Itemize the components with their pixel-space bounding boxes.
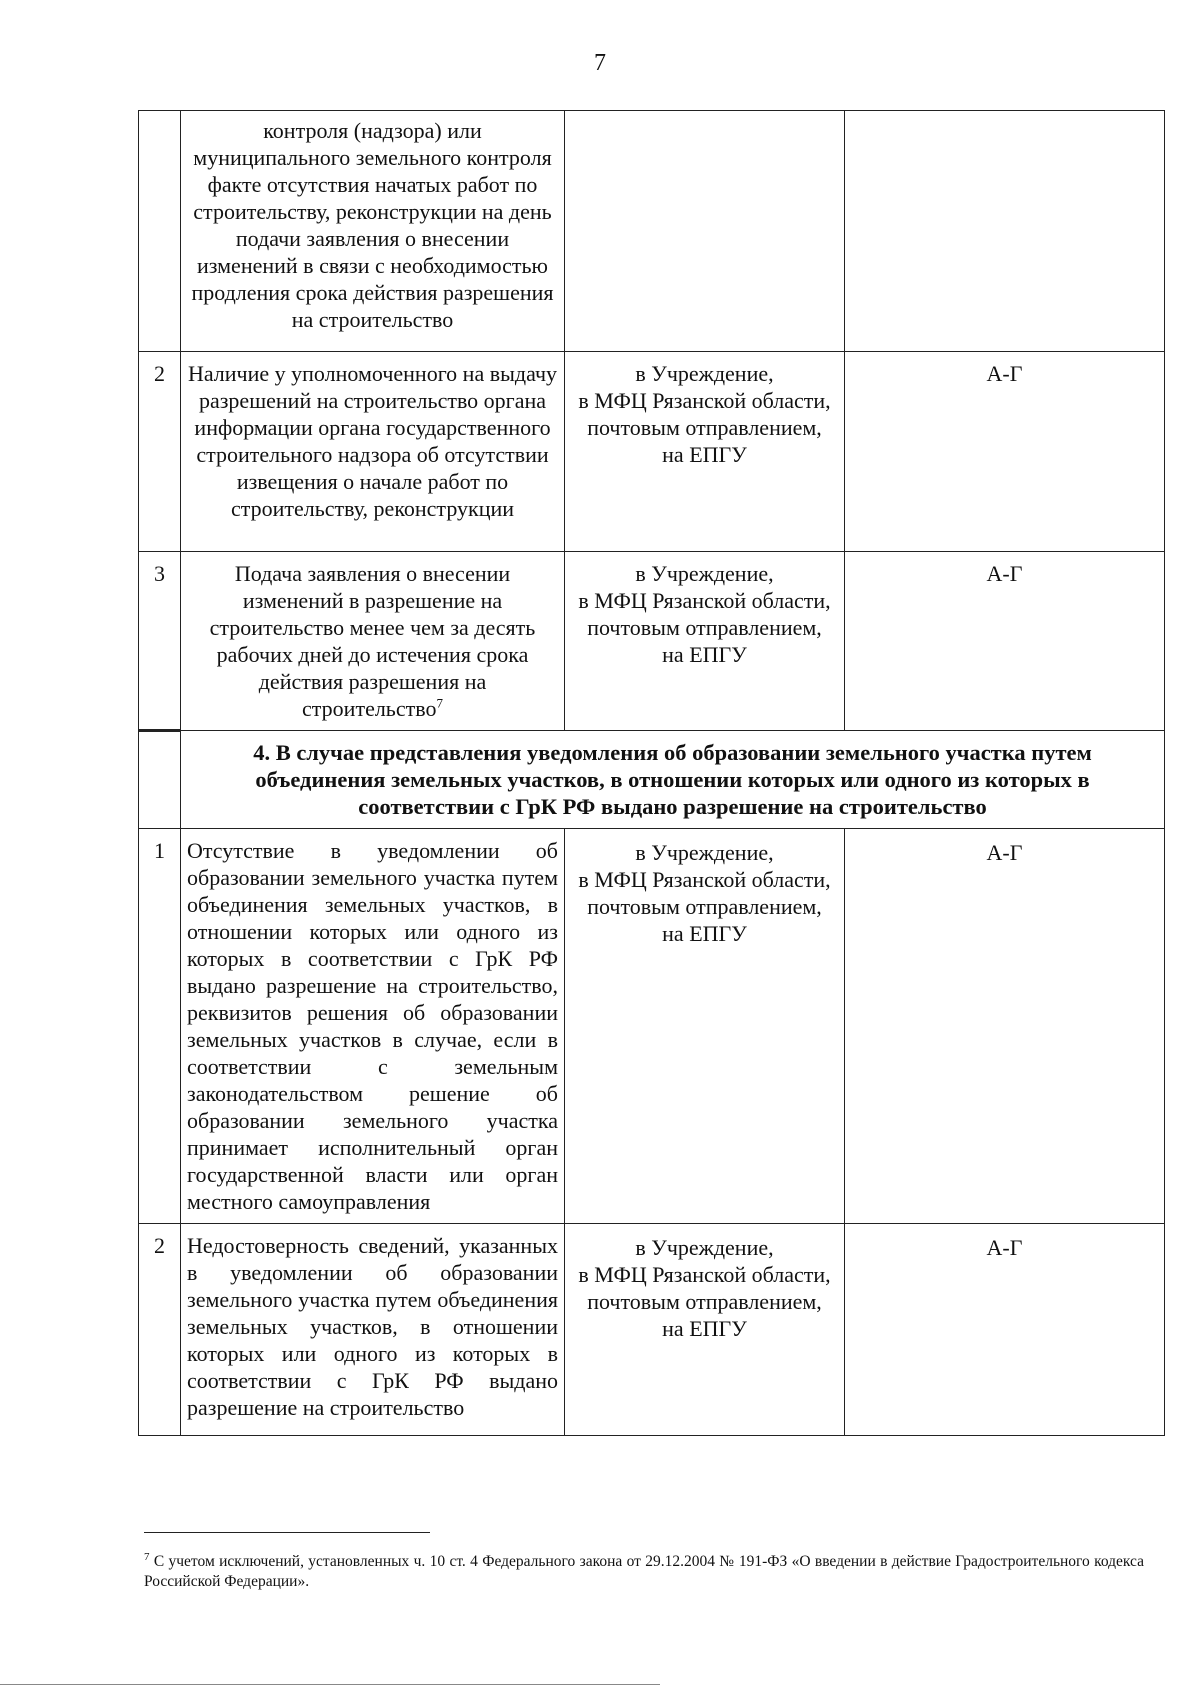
footnote-reference: 7: [436, 695, 443, 711]
procedure-code: А-Г: [845, 352, 1165, 552]
scan-edge-line: [0, 1684, 660, 1685]
table-row: [139, 1224, 1165, 1436]
row-number: 3: [139, 552, 181, 731]
row-number: [139, 731, 181, 829]
table-row: [139, 829, 1165, 1224]
table-row: [139, 552, 1165, 731]
section-heading-row: [139, 731, 1165, 829]
section-title: 4. В случае представления уведомления об образовании земельного участка путем объединения земельных участков, в отношении которых или одного из которых в соответствии с ГрК РФ выдано разрешение на строительство: [181, 731, 1165, 829]
submission-where: [565, 352, 845, 552]
row-number: 2: [139, 352, 181, 552]
table-row: [139, 111, 1165, 352]
conditions-table: [138, 110, 1165, 1436]
where-line: в МФЦ Рязанской области,: [578, 867, 831, 892]
where-line: в МФЦ Рязанской области,: [578, 1262, 831, 1287]
where-line: на ЕПГУ: [662, 642, 747, 667]
where-line: в Учреждение,: [635, 1235, 774, 1260]
where-line: в Учреждение,: [635, 840, 774, 865]
where-line: в МФЦ Рязанской области,: [578, 588, 831, 613]
procedure-code: А-Г: [845, 1224, 1165, 1436]
row-number: 2: [139, 1224, 181, 1436]
where-line: почтовым отправлением,: [587, 415, 822, 440]
footnote-separator: [144, 1532, 430, 1533]
submission-where: [565, 1224, 845, 1436]
condition-text: [181, 552, 565, 731]
procedure-code: [845, 111, 1165, 352]
where-line: на ЕПГУ: [662, 921, 747, 946]
condition-text: Отсутствие в уведомлении об образовании земельного участка путем объединения земельных участков, в отношении которых или одного из которых в соответствии с ГрК РФ выдано разрешение на строительство, реквизитов решения об образовании земельных участков в случае, если в соответствии с земельным законодательством решение об образовании земельного участка принимает исполнительный орган государственной власти или орган местного самоуправления: [181, 829, 565, 1224]
where-line: в Учреждение,: [635, 561, 774, 586]
footnote-text: С учетом исключений, установленных ч. 10 ст. 4 Федерального закона от 29.12.2004 № 191-ФЗ «О введении в действие Градостроительного кодекса Российской Федерации».: [144, 1553, 1145, 1590]
where-line: в МФЦ Рязанской области,: [578, 388, 831, 413]
condition-text: Недостоверность сведений, указанных в уведомлении об образовании земельного участка путем объединения земельных участков, в отношении которых или одного из которых в соответствии с ГрК РФ выдано разрешение на строительство: [181, 1224, 565, 1436]
condition-text: контроля (надзора) или муниципального земельного контроля факте отсутствия начатых работ по строительству, реконструкции на день подачи заявления о внесении изменений в связи с необходимостью продления срока действия разрешения на строительство: [181, 111, 565, 352]
submission-where: [565, 552, 845, 731]
condition-text: Наличие у уполномоченного на выдачу разрешений на строительство органа информации органа государственного строительного надзора об отсутствии извещения о начале работ по строительству, реконструкции: [181, 352, 565, 552]
where-line: в Учреждение,: [635, 361, 774, 386]
procedure-code: А-Г: [845, 829, 1165, 1224]
where-line: на ЕПГУ: [662, 1316, 747, 1341]
where-line: почтовым отправлением,: [587, 615, 822, 640]
procedure-code: А-Г: [845, 552, 1165, 731]
submission-where: [565, 829, 845, 1224]
where-line: почтовым отправлением,: [587, 894, 822, 919]
condition-text-body: Подача заявления о внесении изменений в разрешение на строительство менее чем за десять рабочих дней до истечения срока действия разрешения на строительство: [209, 561, 536, 721]
row-number: 1: [139, 829, 181, 1224]
where-line: на ЕПГУ: [662, 442, 747, 467]
where-line: почтовым отправлением,: [587, 1289, 822, 1314]
row-number: [139, 111, 181, 352]
table-row: [139, 352, 1165, 552]
page-number: 7: [594, 50, 606, 76]
footnote-mark: 7: [144, 1550, 150, 1563]
footnote: [144, 1552, 1144, 1592]
submission-where: [565, 111, 845, 352]
